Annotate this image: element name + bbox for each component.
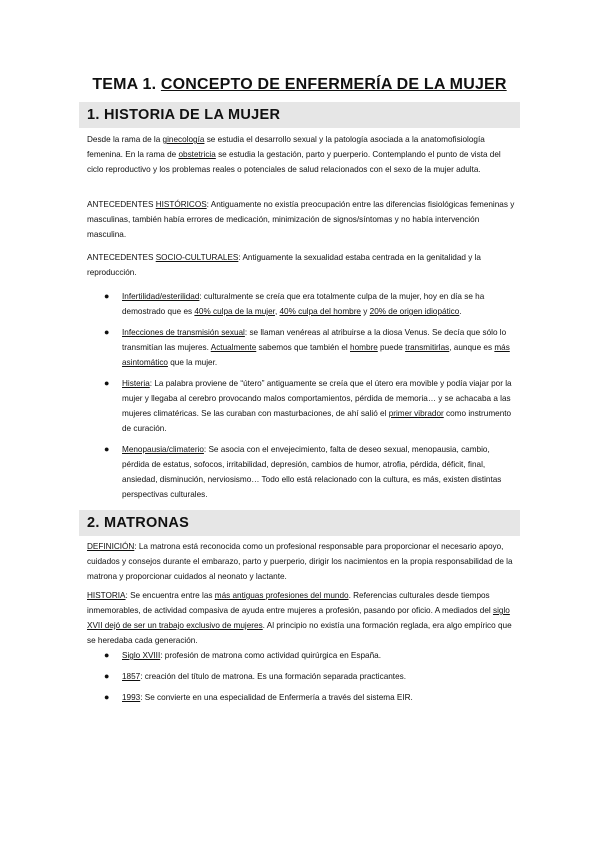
bullet-icon: ● — [104, 692, 110, 702]
text-run-underlined: primer vibrador — [388, 409, 444, 418]
text-run: : creación del título de matrona. Es una formación separada practicantes. — [140, 672, 407, 681]
text-run: se estudia la gestación, parto y puerperio. Contemplando el punto de vista del ciclo reproductivo y los problemas reales o potenciales de salud relacionados con el sexo de la mujer adulta. — [87, 150, 501, 174]
text-run-underlined: 20% de origen idiopático — [369, 307, 460, 316]
text-run: como instrumento de curación. — [122, 409, 512, 433]
section-heading-matronas: 2. MATRONAS — [79, 510, 520, 536]
text-run: que la mujer. — [167, 358, 218, 367]
text-run: : Antiguamente no existía preocupación entre las diferencias fisiológicas femeninas y masculinas, también había errores de medicación, minimización de signos/síntomas y no había intervención masculina. — [87, 200, 515, 239]
text-run-underlined: más antiguas profesiones del mundo — [214, 591, 349, 600]
historicos-label: HISTÓRICOS — [155, 200, 207, 209]
antecedentes-historicos-paragraph — [87, 197, 519, 242]
text-run: : Antiguamente la sexualidad estaba centrada en la genitalidad y la reproducción. — [87, 253, 481, 277]
text-run: . Referencias culturales desde tiempos inmemorables, de actividad compasiva de ayuda entre mujeres a profesión, pasando por oficio. A mediados del — [87, 591, 493, 615]
bullet-icon: ● — [104, 291, 110, 301]
text-run: puede — [377, 343, 406, 352]
list-item-histeria — [87, 376, 519, 436]
text-run: : Se convierte en una especialidad de Enfermería a través del sistema EIR. — [140, 693, 413, 702]
text-run: : Se encuentra entre las — [125, 591, 215, 600]
matronas-timeline-list — [87, 648, 519, 705]
list-item-menopausia — [87, 442, 519, 502]
item-label: 1857 — [122, 672, 141, 681]
intro-paragraph — [87, 132, 519, 177]
text-run: : profesión de matrona como actividad quirúrgica en España. — [160, 651, 381, 660]
list-item-its — [87, 325, 519, 370]
bullet-icon: ● — [104, 650, 110, 660]
title-main: CONCEPTO DE ENFERMERÍA DE LA MUJER — [160, 76, 507, 93]
text-run: ANTECEDENTES — [87, 200, 156, 209]
title-prefix: TEMA 1. — [92, 76, 161, 93]
bullet-icon: ● — [104, 327, 110, 337]
text-run: : se llaman venéreas al atribuirse a la diosa Venus. Se decía que sólo lo transmitían las mujeres. — [122, 328, 507, 352]
text-run-underlined: 40% culpa del hombre — [279, 307, 361, 316]
definicion-paragraph — [87, 539, 519, 584]
list-item-1993 — [87, 690, 519, 705]
item-label: Menopausia/climaterio — [122, 445, 204, 454]
list-item-1857 — [87, 669, 519, 684]
bullet-icon: ● — [104, 378, 110, 388]
text-run: . — [459, 307, 462, 316]
text-run: : culturalmente se creía que era totalmente culpa de la mujer, hoy en día se ha demostrado que es — [122, 292, 485, 316]
socioculturales-label: SOCIO-CULTURALES — [155, 253, 239, 262]
item-label: Infecciones de transmisión sexual — [122, 328, 245, 337]
text-run: : La matrona está reconocida como un profesional responsable para proporcionar el necesario apoyo, cuidados y consejos durante el embarazo, parto y puerperio, dirigir los nacimientos en la propia responsabilidad de la matrona y proporcionar cuidados al neonato y lactante. — [87, 542, 513, 581]
item-label: Siglo XVIII — [122, 651, 161, 660]
keyword-obstetricia: obstetricia — [178, 150, 216, 159]
text-run-underlined: más asintomático — [122, 343, 510, 367]
document-title — [0, 76, 599, 94]
item-label: 1993 — [122, 693, 141, 702]
keyword-ginecologia: ginecología — [162, 135, 205, 144]
list-item-infertilidad — [87, 289, 519, 319]
historia-paragraph — [87, 588, 519, 648]
historia-label: HISTORIA — [87, 591, 126, 600]
bullet-icon: ● — [104, 671, 110, 681]
text-run: , aunque es — [449, 343, 495, 352]
text-run: Desde la rama de la — [87, 135, 163, 144]
text-run: : La palabra proviene de “útero” antiguamente se creía que el útero era movible y podía viajar por la mujer y llegaba al cerebro provocando malos comportamientos, pérdida de memoria… y se achacaba a las mujeres climatéricas. Se las curaban con masturbaciones, de ahí salió el — [122, 379, 512, 418]
text-run-underlined: transmitirlas — [405, 343, 450, 352]
antecedentes-socioculturales-paragraph — [87, 250, 519, 280]
text-run: se estudia el desarrollo sexual y la patología asociada a la anatomofisiología femenina. En la rama de — [87, 135, 485, 159]
item-label: Infertilidad/esterilidad — [122, 292, 200, 301]
text-run-underlined: Actualmente — [210, 343, 257, 352]
text-run-underlined: hombre — [350, 343, 378, 352]
list-item-siglo-xviii — [87, 648, 519, 663]
text-run-underlined: siglo XVII dejó de ser un trabajo exclusivo de mujeres — [87, 606, 510, 630]
text-run: . Al principio no existía una formación reglada, era algo empírico que se heredaba cada generación. — [87, 621, 512, 645]
definicion-label: DEFINICIÓN — [87, 542, 135, 551]
item-label: Histeria — [122, 379, 150, 388]
text-run: : Se asocia con el envejecimiento, falta de deseo sexual, menopausia, cambio, pérdida de estatus, sofocos, irritabilidad, depresión, cambios de humor, atrofia, pérdida, déficit, final, ansiedad, disminución, nerviosismo… Todo ello está relacionado con la cultura, es más, existen distintas perspectivas culturales. — [122, 445, 502, 499]
text-run: , — [274, 307, 280, 316]
text-run: y — [360, 307, 370, 316]
antecedentes-list — [87, 289, 519, 502]
text-run-underlined: 40% culpa de la mujer — [194, 307, 275, 316]
text-run: sabemos que también el — [256, 343, 351, 352]
section-heading-historia: 1. HISTORIA DE LA MUJER — [79, 102, 520, 128]
text-run: ANTECEDENTES — [87, 253, 156, 262]
bullet-icon: ● — [104, 444, 110, 454]
